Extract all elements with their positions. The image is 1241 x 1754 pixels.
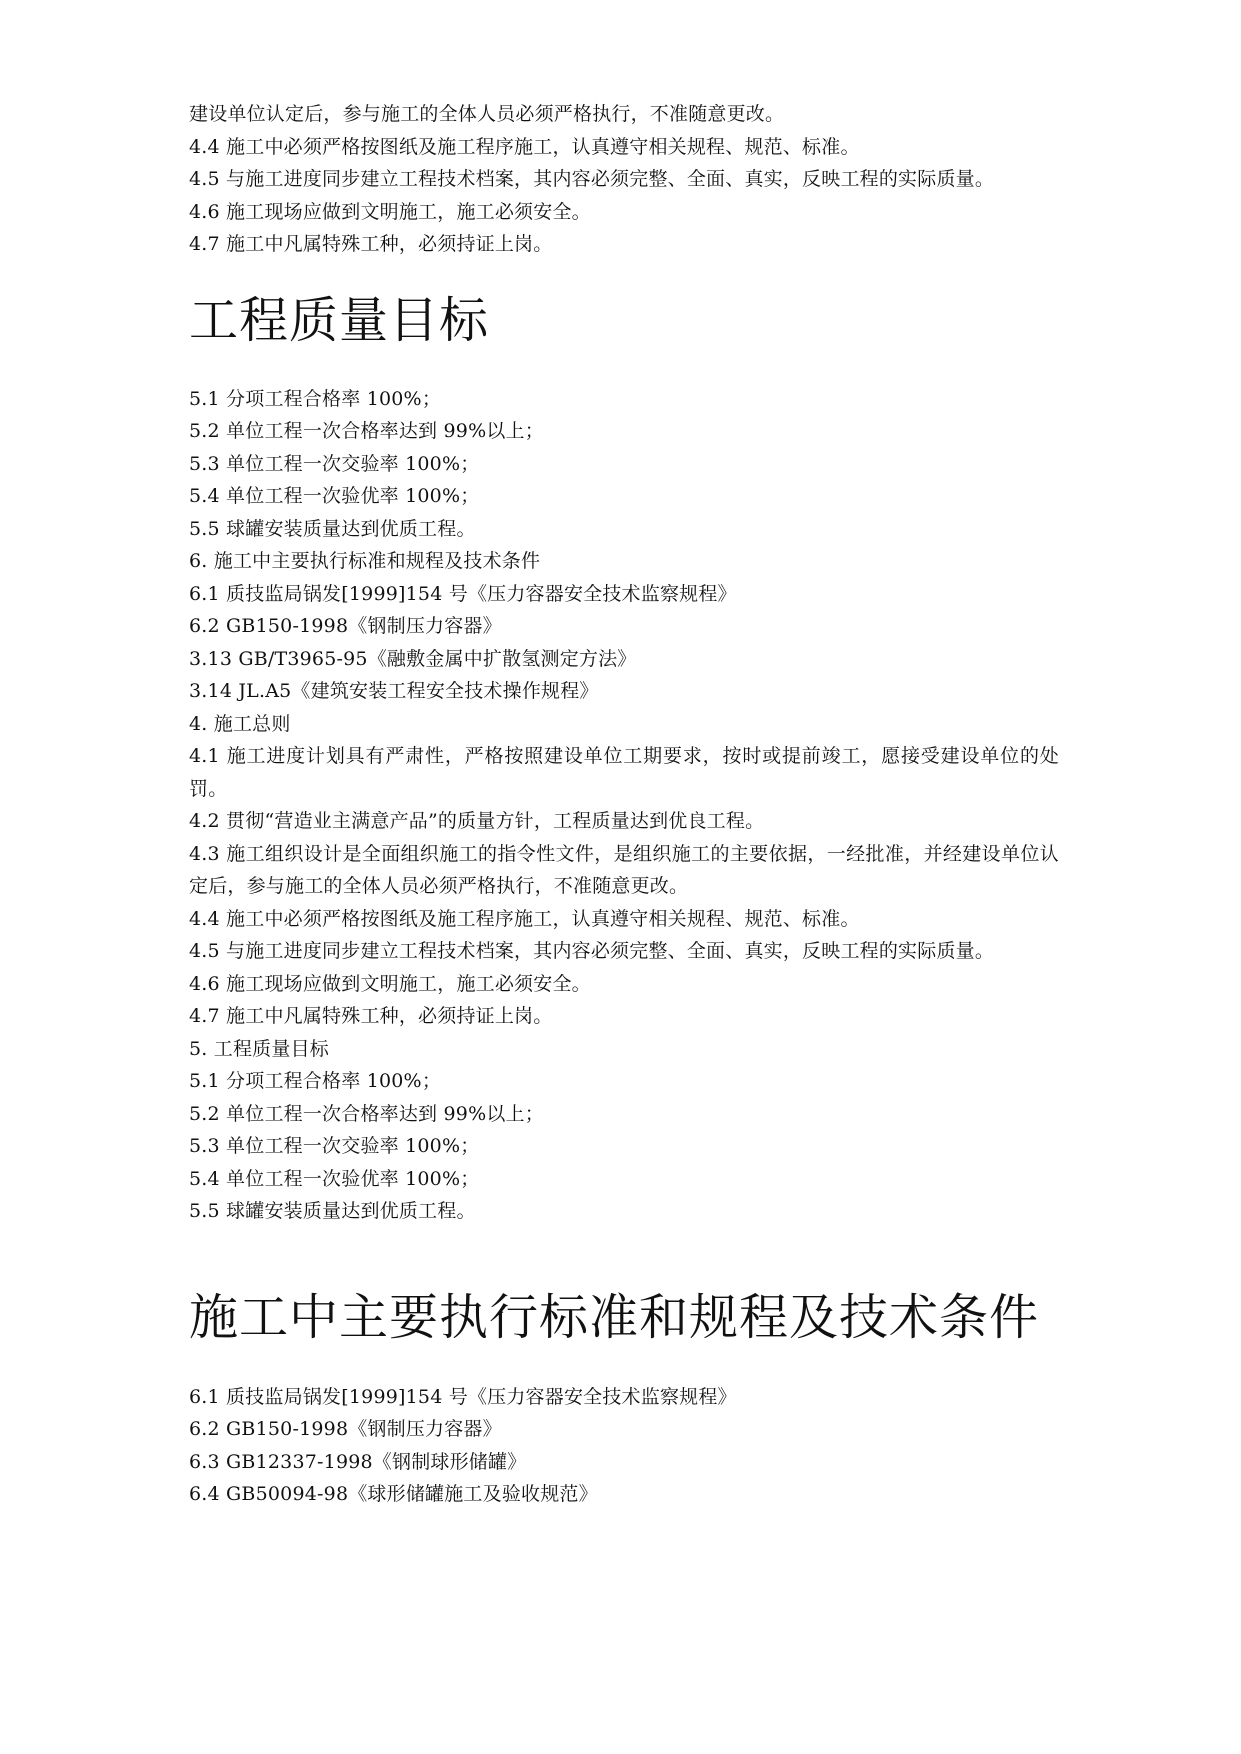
paragraph: 4.1 施工进度计划具有严肃性，严格按照建设单位工期要求，按时或提前竣工，愿接受建设单位的处罚。 — [189, 745, 1059, 800]
paragraph: 5.3 单位工程一次交验率 100%； — [189, 1135, 480, 1157]
paragraph: 5.4 单位工程一次验优率 100%； — [189, 1167, 480, 1190]
paragraph: 6.1 质技监局锅发[1999]154 号《压力容器安全技术监察规程》 — [189, 582, 737, 605]
paragraph: 4.4 施工中必须严格按图纸及施工程序施工，认真遵守相关规程、规范、标准。 — [189, 907, 860, 930]
paragraph: 4.5 与施工进度同步建立工程技术档案，其内容必须完整、全面、真实，反映工程的实际质量。 — [189, 168, 995, 190]
section-general-tail — [189, 98, 1059, 261]
paragraph: 3.14 JL.A5《建筑安装工程安全技术操作规程》 — [189, 680, 599, 702]
paragraph: 5. 工程质量目标 — [189, 1037, 329, 1060]
heading-standards: 施工中主要执行标准和规程及技术条件 — [189, 1288, 1040, 1346]
paragraph: 4.7 施工中凡属特殊工种，必须持证上岗。 — [189, 233, 553, 255]
paragraph: 5.1 分项工程合格率 100%； — [189, 1070, 442, 1092]
heading-quality-goals: 工程质量目标 — [189, 291, 490, 349]
paragraph: 4.6 施工现场应做到文明施工，施工必须安全。 — [189, 972, 591, 995]
paragraph: 6.2 GB150-1998《钢制压力容器》 — [189, 1418, 502, 1440]
paragraph: 5.2 单位工程一次合格率达到 99%以上； — [189, 1102, 544, 1125]
paragraph: 4. 施工总则 — [189, 712, 291, 735]
paragraph: 5.5 球罐安装质量达到优质工程。 — [189, 1200, 476, 1222]
paragraph: 4.6 施工现场应做到文明施工，施工必须安全。 — [189, 200, 591, 223]
paragraph: 5.3 单位工程一次交验率 100%； — [189, 452, 480, 475]
paragraph: 3.13 GB/T3965-95《融敷金属中扩散氢测定方法》 — [189, 647, 637, 670]
paragraph: 5.5 球罐安装质量达到优质工程。 — [189, 517, 476, 540]
paragraph: 6.1 质技监局锅发[1999]154 号《压力容器安全技术监察规程》 — [189, 1385, 737, 1408]
paragraph: 建设单位认定后，参与施工的全体人员必须严格执行，不准随意更改。 — [189, 103, 785, 125]
section-standards — [189, 1381, 1059, 1511]
paragraph: 6.4 GB50094-98《球形储罐施工及验收规范》 — [189, 1483, 598, 1505]
paragraph: 4.2 贯彻“营造业主满意产品”的质量方针，工程质量达到优良工程。 — [189, 810, 765, 832]
paragraph: 4.4 施工中必须严格按图纸及施工程序施工，认真遵守相关规程、规范、标准。 — [189, 135, 860, 158]
paragraph: 4.5 与施工进度同步建立工程技术档案，其内容必须完整、全面、真实，反映工程的实际质量。 — [189, 940, 995, 962]
section-quality-goals — [189, 383, 1059, 1228]
paragraph: 6.3 GB12337-1998《钢制球形储罐》 — [189, 1450, 527, 1473]
paragraph: 5.2 单位工程一次合格率达到 99%以上； — [189, 420, 544, 442]
paragraph: 6.2 GB150-1998《钢制压力容器》 — [189, 615, 502, 637]
paragraph: 4.3 施工组织设计是全面组织施工的指令性文件，是组织施工的主要依据，一经批准，并经建设单位认定后，参与施工的全体人员必须严格执行，不准随意更改。 — [189, 842, 1059, 897]
document-page — [189, 98, 1059, 1511]
paragraph: 5.4 单位工程一次验优率 100%； — [189, 485, 480, 507]
paragraph: 4.7 施工中凡属特殊工种，必须持证上岗。 — [189, 1005, 553, 1027]
paragraph: 5.1 分项工程合格率 100%； — [189, 387, 442, 410]
paragraph: 6. 施工中主要执行标准和规程及技术条件 — [189, 550, 541, 572]
